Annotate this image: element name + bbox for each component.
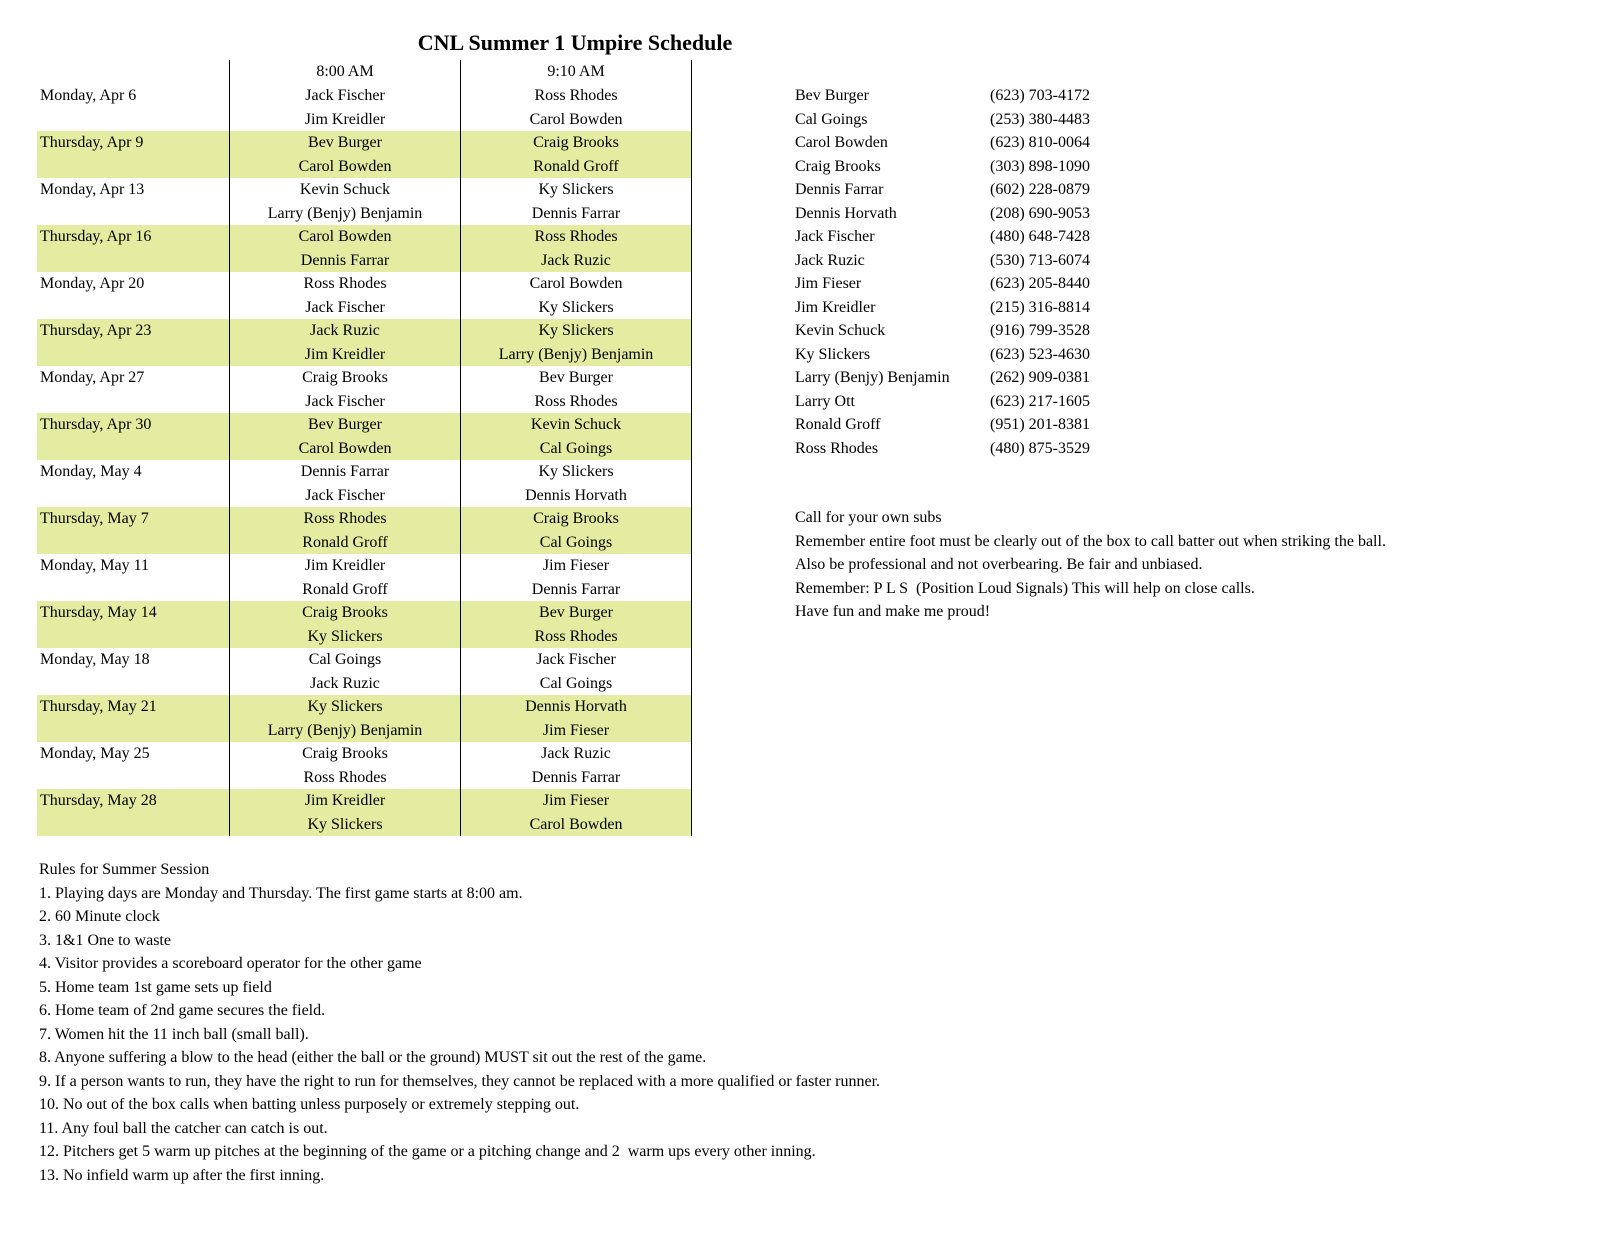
slot-800-cell <box>229 272 460 319</box>
umpire-name: Ky Slickers <box>307 815 383 833</box>
umpire-name: Larry (Benjy) Benjamin <box>267 204 423 222</box>
note-line: Remember: P L S (Position Loud Signals) This will help on close calls. <box>795 579 1255 597</box>
note-line: Also be professional and not overbearing. Be fair and unbiased. <box>795 556 1203 573</box>
umpire-name: Jim Fieser <box>542 721 610 739</box>
directory-row <box>795 413 1090 437</box>
umpire-name: Dennis Farrar <box>531 204 621 222</box>
slot-910-cell <box>460 225 692 272</box>
directory-phone: (623) 205-8440 <box>990 275 1090 292</box>
umpire-name: Ross Rhodes <box>534 392 618 410</box>
directory-name: Ronald Groff <box>795 416 881 433</box>
directory-phone: (623) 523-4630 <box>990 345 1090 363</box>
slot-910-cell <box>460 413 692 460</box>
umpire-name: Jack Ruzic <box>541 251 611 269</box>
rules-section <box>39 858 880 1187</box>
schedule-row <box>37 178 692 225</box>
rule-item: 5. Home team 1st game sets up field <box>39 978 272 996</box>
umpire-name: Jack Fischer <box>305 87 385 104</box>
slot-910-cell <box>460 554 692 601</box>
slot-910-cell <box>460 272 692 319</box>
row-date: Monday, May 11 <box>40 557 150 574</box>
umpire-name: Jack Ruzic <box>541 745 611 762</box>
directory-phone: (480) 648-7428 <box>990 228 1090 245</box>
umpire-name: Dennis Farrar <box>531 580 621 598</box>
directory-name: Jack Fischer <box>795 228 875 245</box>
umpire-name: Larry (Benjy) Benjamin <box>267 721 423 739</box>
umpire-name: Jack Fischer <box>536 651 616 668</box>
rule-item: 11. Any foul ball the catcher can catch is out. <box>39 1119 328 1137</box>
row-date: Monday, Apr 27 <box>40 369 145 386</box>
directory-name: Jack Ruzic <box>795 251 865 269</box>
umpire-name: Ross Rhodes <box>303 768 387 786</box>
schedule-row <box>37 554 692 601</box>
rule-item: 10. No out of the box calls when batting unless purposely or extremely stepping out. <box>39 1096 580 1113</box>
note-line: Remember entire foot must be clearly out of the box to call batter out when striking the ball. <box>795 532 1386 550</box>
row-date: Thursday, Apr 9 <box>40 134 144 151</box>
slot-910-cell <box>460 366 692 413</box>
umpire-name: Ross Rhodes <box>303 275 387 292</box>
directory-row <box>795 131 1090 155</box>
slot-910-cell <box>460 742 692 789</box>
directory-phone: (530) 713-6074 <box>990 251 1090 269</box>
row-date: Thursday, Apr 23 <box>40 322 152 339</box>
slot-800-cell <box>229 178 460 225</box>
slot-800-cell <box>229 319 460 366</box>
umpire-name: Ky Slickers <box>538 322 614 339</box>
umpire-name: Jim Kreidler <box>304 557 386 574</box>
umpire-name: Ronald Groff <box>302 533 388 551</box>
slot-800-cell <box>229 648 460 695</box>
umpire-name: Ross Rhodes <box>303 510 387 527</box>
row-date: Thursday, May 28 <box>40 792 157 809</box>
slot-800-cell <box>229 413 460 460</box>
umpire-name: Carol Bowden <box>529 110 623 128</box>
umpire-name: Jack Ruzic <box>310 674 380 692</box>
directory-row <box>795 202 1090 226</box>
rule-item: 1. Playing days are Monday and Thursday. The first game starts at 8:00 am. <box>39 884 523 902</box>
directory-name: Larry (Benjy) Benjamin <box>795 369 950 386</box>
umpire-name: Bev Burger <box>539 369 613 386</box>
page-title: CNL Summer 1 Umpire Schedule <box>417 30 733 55</box>
directory-name: Ky Slickers <box>795 345 871 363</box>
directory-name: Dennis Farrar <box>795 181 884 198</box>
directory-row <box>795 178 1090 202</box>
schedule-row <box>37 601 692 648</box>
umpire-name: Cal Goings <box>539 674 613 692</box>
directory-phone: (215) 316-8814 <box>990 298 1090 316</box>
schedule-table <box>37 60 692 836</box>
schedule-header-row <box>37 60 692 84</box>
umpire-name: Kevin Schuck <box>299 181 391 198</box>
directory-row <box>795 296 1090 320</box>
phone-directory <box>795 84 1090 460</box>
umpire-name: Ross Rhodes <box>534 627 618 645</box>
directory-row <box>795 108 1090 132</box>
umpire-name: Craig Brooks <box>302 745 388 762</box>
slot-800-cell <box>229 366 460 413</box>
slot-910-cell <box>460 601 692 648</box>
umpire-name: Jack Ruzic <box>310 322 380 339</box>
slot-800-cell <box>229 460 460 507</box>
slot-910-cell <box>460 507 692 554</box>
umpire-name: Dennis Farrar <box>300 463 390 480</box>
directory-phone: (602) 228-0879 <box>990 181 1090 198</box>
directory-phone: (303) 898-1090 <box>990 157 1090 175</box>
umpire-name: Craig Brooks <box>302 604 388 621</box>
directory-row <box>795 225 1090 249</box>
schedule-row <box>37 225 692 272</box>
header-date-spacer <box>37 60 229 84</box>
row-date: Thursday, Apr 16 <box>40 228 152 245</box>
slot-910-cell <box>460 84 692 131</box>
directory-phone: (623) 217-1605 <box>990 392 1090 410</box>
directory-name: Dennis Horvath <box>795 204 897 222</box>
schedule-row <box>37 460 692 507</box>
umpire-name: Ky Slickers <box>307 627 383 645</box>
row-date: Thursday, May 7 <box>40 510 149 527</box>
directory-phone: (253) 380-4483 <box>990 110 1090 128</box>
directory-name: Cal Goings <box>795 110 868 128</box>
directory-phone: (480) 875-3529 <box>990 439 1090 457</box>
umpire-name: Ky Slickers <box>538 181 614 198</box>
umpire-name: Carol Bowden <box>298 228 392 245</box>
umpire-name: Carol Bowden <box>529 815 623 833</box>
directory-row <box>795 437 1090 461</box>
row-date: Monday, May 18 <box>40 651 150 668</box>
slot-910-cell <box>460 178 692 225</box>
rules-list <box>39 882 880 1188</box>
slot-800-cell <box>229 507 460 554</box>
umpire-name: Carol Bowden <box>529 275 623 292</box>
umpire-name: Bev Burger <box>539 604 613 621</box>
schedule-row <box>37 84 692 131</box>
slot-910-cell <box>460 648 692 695</box>
row-date: Monday, Apr 6 <box>40 87 137 104</box>
umpire-name: Craig Brooks <box>302 369 388 386</box>
umpire-name: Jim Kreidler <box>304 792 386 809</box>
umpire-name: Cal Goings <box>308 651 382 668</box>
umpire-name: Craig Brooks <box>533 510 619 527</box>
slot-800-cell <box>229 131 460 178</box>
umpire-name: Carol Bowden <box>298 439 392 457</box>
umpire-name: Jim Kreidler <box>304 345 386 363</box>
rule-item: 3. 1&1 One to waste <box>39 931 171 949</box>
directory-name: Carol Bowden <box>795 134 888 151</box>
umpire-name: Dennis Horvath <box>525 486 627 504</box>
directory-phone: (951) 201-8381 <box>990 416 1090 433</box>
directory-row <box>795 155 1090 179</box>
umpire-name: Dennis Horvath <box>525 698 627 715</box>
schedule-row <box>37 319 692 366</box>
umpire-name: Bev Burger <box>308 134 382 151</box>
directory-row <box>795 343 1090 367</box>
directory-phone: (623) 703-4172 <box>990 87 1090 104</box>
schedule-rows <box>37 84 692 836</box>
schedule-row <box>37 507 692 554</box>
rule-item: 9. If a person wants to run, they have the right to run for themselves, they cannot be replaced with a more qualified or faster runner. <box>39 1072 881 1090</box>
directory-name: Jim Fieser <box>795 275 862 292</box>
umpire-name: Jim Kreidler <box>304 110 386 128</box>
row-date: Thursday, May 14 <box>40 604 157 621</box>
umpire-notes <box>795 506 1386 624</box>
rule-item: 8. Anyone suffering a blow to the head (either the ball or the ground) MUST sit out the rest of the game. <box>39 1049 707 1066</box>
row-date: Monday, May 25 <box>40 745 150 762</box>
schedule-row <box>37 272 692 319</box>
row-date: Monday, Apr 20 <box>40 275 145 292</box>
umpire-name: Jack Fischer <box>305 392 385 410</box>
slot-910-cell <box>460 319 692 366</box>
row-date: Monday, Apr 13 <box>40 181 145 198</box>
umpire-name: Cal Goings <box>539 439 613 457</box>
row-date: Thursday, May 21 <box>40 698 157 715</box>
umpire-name: Jack Fischer <box>305 298 385 316</box>
slot-800-cell <box>229 742 460 789</box>
directory-name: Bev Burger <box>795 87 869 104</box>
directory-phone: (916) 799-3528 <box>990 322 1090 339</box>
slot-800-cell <box>229 789 460 836</box>
header-time-910: 9:10 AM <box>460 60 692 84</box>
umpire-name: Ross Rhodes <box>534 228 618 245</box>
slot-910-cell <box>460 460 692 507</box>
slot-800-cell <box>229 84 460 131</box>
schedule-row <box>37 131 692 178</box>
umpire-name: Jim Fieser <box>542 557 610 574</box>
rule-item: 2. 60 Minute clock <box>39 908 160 925</box>
umpire-name: Ronald Groff <box>533 157 619 175</box>
directory-row <box>795 272 1090 296</box>
directory-name: Larry Ott <box>795 392 855 410</box>
directory-name: Jim Kreidler <box>795 298 876 316</box>
directory-name: Kevin Schuck <box>795 322 886 339</box>
umpire-name: Larry (Benjy) Benjamin <box>498 345 654 363</box>
rule-item: 7. Women hit the 11 inch ball (small ball). <box>39 1025 309 1043</box>
rules-heading: Rules for Summer Session <box>39 861 210 878</box>
directory-row <box>795 249 1090 273</box>
slot-800-cell <box>229 601 460 648</box>
umpire-name: Dennis Farrar <box>300 251 390 269</box>
schedule-row <box>37 648 692 695</box>
schedule-row <box>37 742 692 789</box>
directory-row <box>795 366 1090 390</box>
directory-name: Ross Rhodes <box>795 439 879 457</box>
umpire-name: Bev Burger <box>308 416 382 433</box>
row-date: Monday, May 4 <box>40 463 142 480</box>
umpire-name: Kevin Schuck <box>530 416 622 433</box>
slot-910-cell <box>460 695 692 742</box>
schedule-row <box>37 789 692 836</box>
umpire-name: Jim Fieser <box>542 792 610 809</box>
note-line: Call for your own subs <box>795 509 942 526</box>
umpire-name: Ky Slickers <box>538 298 614 316</box>
umpire-name: Dennis Farrar <box>531 768 621 786</box>
umpire-name: Ross Rhodes <box>534 87 618 104</box>
slot-800-cell <box>229 695 460 742</box>
directory-row <box>795 319 1090 343</box>
rule-item: 6. Home team of 2nd game secures the field. <box>39 1002 326 1019</box>
slot-910-cell <box>460 131 692 178</box>
schedule-row <box>37 413 692 460</box>
slot-800-cell <box>229 225 460 272</box>
umpire-name: Ky Slickers <box>307 698 383 715</box>
directory-phone: (623) 810-0064 <box>990 134 1090 151</box>
header-time-800: 8:00 AM <box>229 60 460 84</box>
directory-row <box>795 84 1090 108</box>
directory-phone: (262) 909-0381 <box>990 369 1090 386</box>
schedule-row <box>37 366 692 413</box>
slot-800-cell <box>229 554 460 601</box>
directory-name: Craig Brooks <box>795 157 881 175</box>
schedule-row <box>37 695 692 742</box>
umpire-name: Ronald Groff <box>302 580 388 598</box>
rule-item: 13. No infield warm up after the first inning. <box>39 1166 325 1184</box>
umpire-name: Carol Bowden <box>298 157 392 175</box>
rule-item: 4. Visitor provides a scoreboard operator for the other game <box>39 955 422 972</box>
umpire-name: Cal Goings <box>539 533 613 551</box>
note-line: Have fun and make me proud! <box>795 603 991 620</box>
row-date: Thursday, Apr 30 <box>40 416 152 433</box>
directory-phone: (208) 690-9053 <box>990 204 1090 222</box>
slot-910-cell <box>460 789 692 836</box>
rule-item: 12. Pitchers get 5 warm up pitches at the beginning of the game or a pitching change and 2 warm ups every other inning. <box>39 1143 816 1160</box>
umpire-name: Jack Fischer <box>305 486 385 504</box>
directory-row <box>795 390 1090 414</box>
umpire-name: Ky Slickers <box>538 463 614 480</box>
umpire-name: Craig Brooks <box>533 134 619 151</box>
